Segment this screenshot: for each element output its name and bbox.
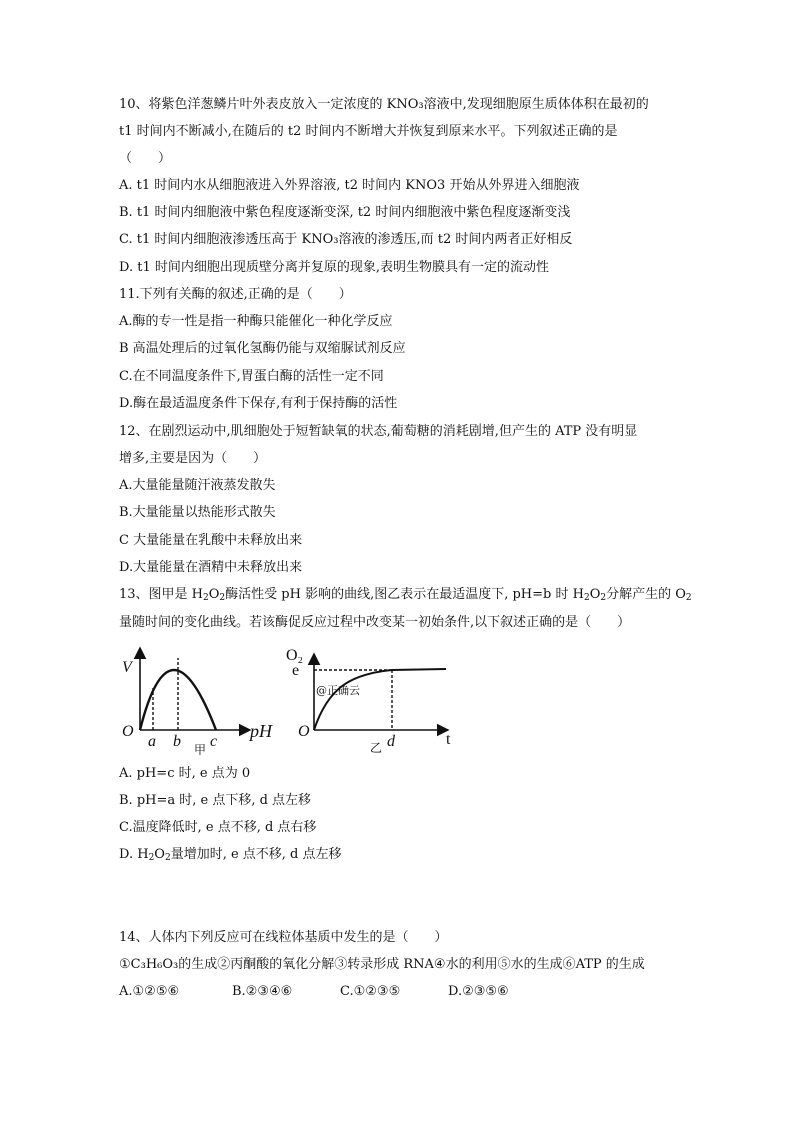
figure-yi	[280, 640, 470, 755]
q12-option-c: C 大量能量在乳酸中未释放出来	[119, 533, 303, 548]
q10-stem-line2: t1 时间内不断减小,在随后的 t2 时间内不断增大并恢复到原来水平。下列叙述正确的是	[119, 124, 618, 139]
q10-option-b: B. t1 时间内细胞液中紫色程度逐渐变深, t2 时间内细胞液中紫色程度逐渐变浅	[119, 205, 571, 220]
jia-tick-b: b	[173, 733, 181, 750]
q14-stem: 14、人体内下列反应可在线粒体基质中发生的是（ ）	[119, 930, 448, 945]
q14-option-c: C.①②③⑤	[340, 984, 401, 999]
yi-d-label: d	[387, 733, 395, 750]
q10-option-d: D. t1 时间内细胞出现质壁分离并复原的现象,表明生物膜具有一定的流动性	[119, 260, 549, 275]
yi-caption: 乙	[370, 741, 383, 755]
q14-items: ①C₃H₆O₃的生成②丙酮酸的氧化分解③转录形成 RNA④水的利用⑤水的生成⑥ATP 的生成	[119, 957, 645, 972]
q14-option-d: D.②③⑤⑥	[448, 984, 509, 999]
q12-stem-line2: 增多,主要是因为（ ）	[119, 451, 267, 466]
figure-jia	[110, 640, 290, 755]
q13-option-d: D. $H_2O_2$量增加时, e 点不移, d 点左移	[119, 847, 342, 863]
q10-option-c: C. t1 时间内细胞液渗透压高于 KNO₃溶液的渗透压,而 t2 时间内两者正好相反	[119, 232, 573, 247]
yi-y-label: O₂	[286, 647, 304, 664]
yi-e-label: e	[292, 662, 300, 679]
q13-stem-line1: 13、图甲是 $H_2O_2$酶活性受 pH 影响的曲线,图乙表示在最适温度下, pH=b 时 $H_2O_2$分解产生的 $O_2$	[119, 587, 692, 603]
jia-tick-a: a	[148, 733, 156, 750]
q13-option-a: A. pH=c 时, e 点为 0	[119, 766, 251, 781]
q14-option-a: A.①②⑤⑥	[119, 984, 180, 999]
q12-option-b: B.大量能量以热能形式散失	[119, 505, 276, 520]
q12-option-d: D.大量能量在酒精中未释放出来	[119, 560, 303, 575]
yi-origin: O	[298, 723, 310, 740]
yi-curve	[314, 669, 446, 730]
q12-option-a: A.大量能量随汗液蒸发散失	[119, 478, 276, 493]
q13-stem-line2: 量随时间的变化曲线。若该酶促反应过程中改变某一初始条件,以下叙述正确的是（ ）	[119, 615, 631, 630]
yi-x-label: t	[446, 731, 451, 748]
q10-option-a: A. t1 时间内水从细胞液进入外界溶液, t2 时间内 KNO3 开始从外界进入细胞液	[119, 178, 580, 193]
yi-watermark: @正确云	[316, 684, 360, 697]
jia-x-label: pH	[250, 721, 272, 741]
q12-stem-line1: 12、在剧烈运动中,肌细胞处于短暂缺氧的状态,葡萄糖的消耗剧增,但产生的 ATP 没有明显	[119, 424, 638, 439]
q11-option-c: C.在不同温度条件下,胃蛋白酶的活性一定不同	[119, 369, 384, 384]
jia-origin: O	[122, 723, 134, 740]
jia-y-label: V	[122, 659, 132, 676]
q11-stem: 11.下列有关酶的叙述,正确的是（ ）	[119, 287, 352, 302]
jia-caption: 甲	[194, 743, 207, 755]
jia-tick-c: c	[210, 733, 218, 750]
q10-answer-bracket: （ ）	[119, 151, 172, 166]
q11-option-d: D.酶在最适温度条件下保存,有利于保持酶的活性	[119, 396, 398, 411]
q13-option-c: C.温度降低时, e 点不移, d 点右移	[119, 820, 317, 835]
q13-option-b: B. pH=a 时, e 点下移, d 点左移	[119, 793, 312, 808]
q14-option-b: B.②③④⑥	[232, 984, 293, 999]
q11-option-b: B 高温处理后的过氧化氢酶仍能与双缩脲试剂反应	[119, 341, 406, 356]
q10-stem-line1: 10、将紫色洋葱鳞片叶外表皮放入一定浓度的 KNO₃溶液中,发现细胞原生质体体积在最初的	[119, 97, 649, 112]
q11-option-a: A.酶的专一性是指一种酶只能催化一种化学反应	[119, 314, 393, 329]
